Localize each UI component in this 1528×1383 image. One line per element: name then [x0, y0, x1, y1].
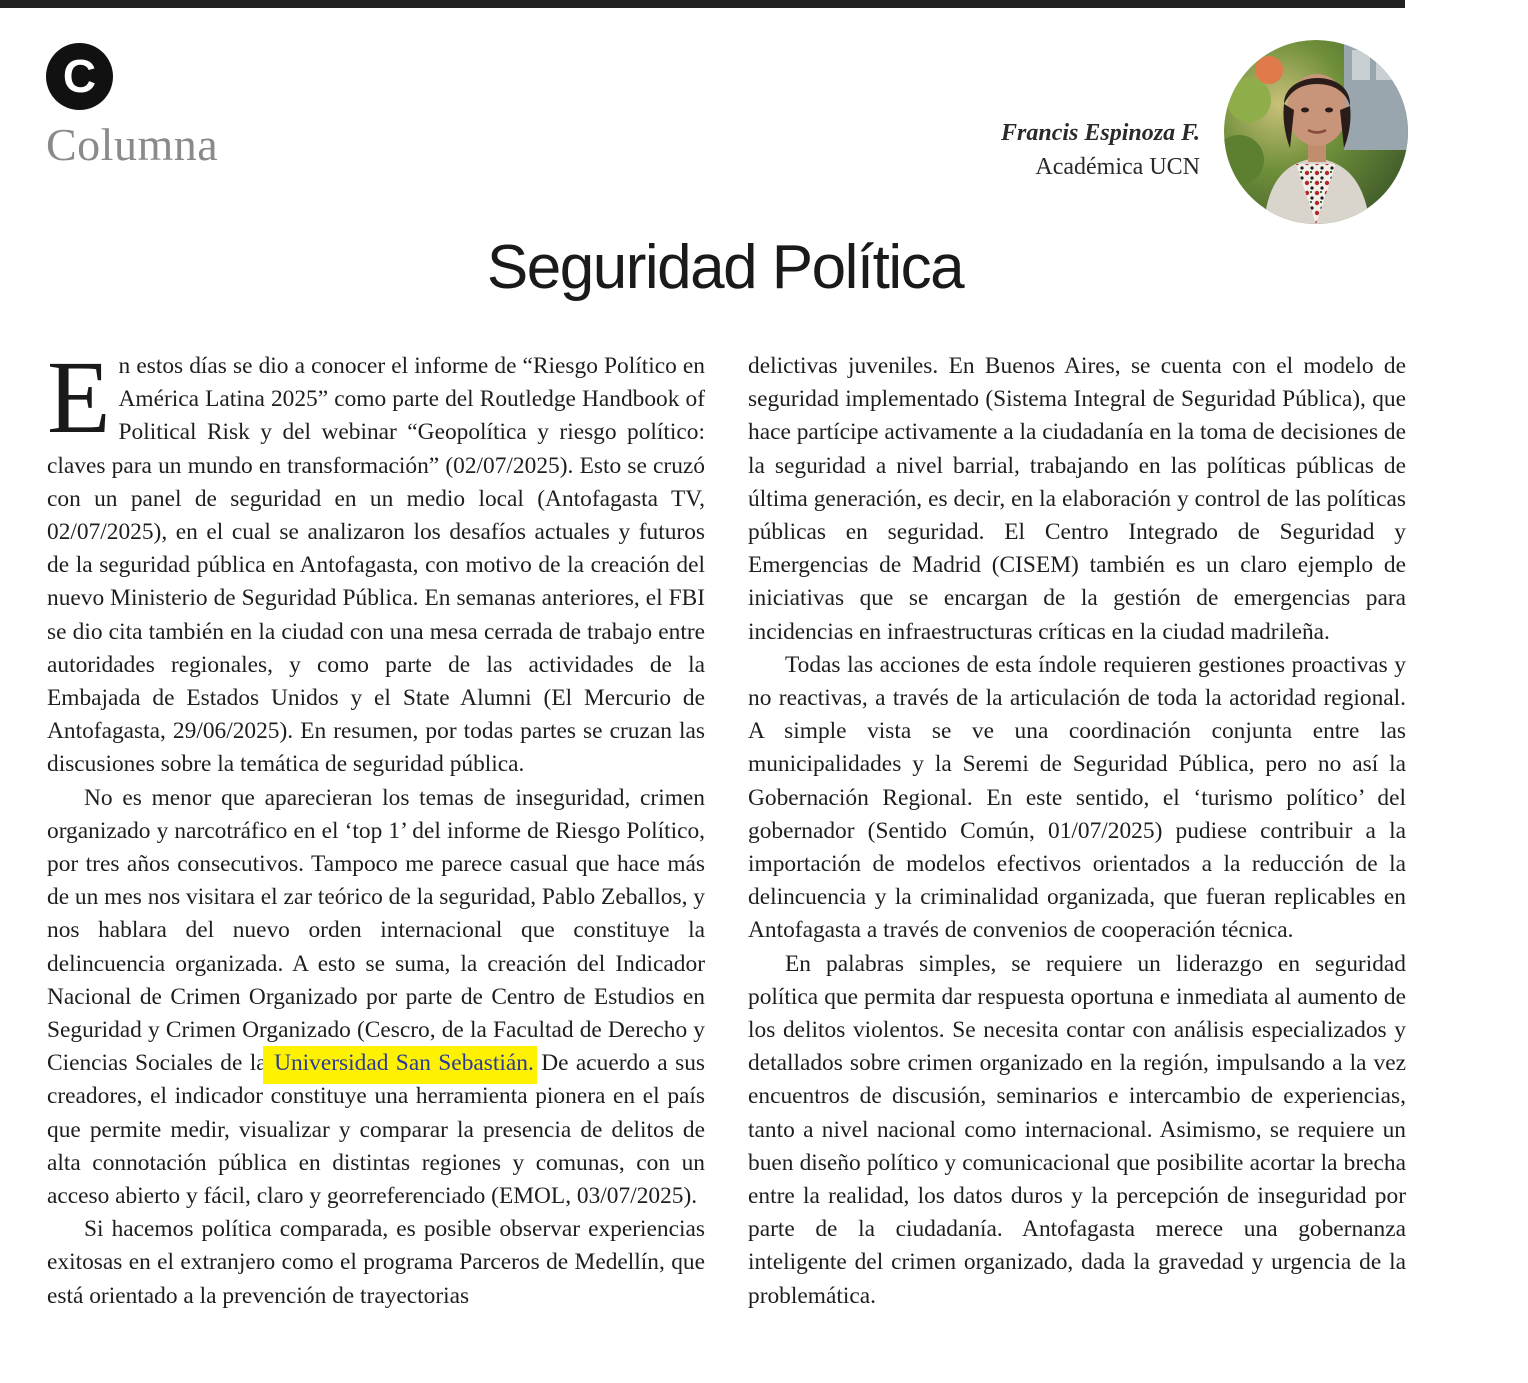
author-byline [1001, 116, 1200, 184]
paragraph-1-text: n estos días se dio a conocer el informe de “Riesgo Político en América Latina 2025” como parte del Routledge Handbook of Political Risk y del webinar “Geopolítica y riesgo político: claves para un mundo en transformación” (02/07/2025). Esto se cruzó con un panel de seguridad en un medio local (Antofagasta TV, 02/07/2025), en el cual se analizaron los desafíos actuales y futuros de la seguridad pública en Antofagasta, con motivo de la creación del nuevo Ministerio de Seguridad Pública. En semanas anteriores, el FBI se dio cita también en la ciudad con una mesa cerrada de trabajo entre autoridades regionales, y como parte de las actividades de la Embajada de Estados Unidos y el State Alumni (El Mercurio de Antofagasta, 29/06/2025). En resumen, por todas partes se cruzan las discusiones sobre la temática de seguridad pública. [47, 353, 705, 778]
paragraph-5-text: En palabras simples, se requiere un liderazgo en seguridad política que permita dar respuesta oportuna e inmediata al aumento de los delitos violentos. Se necesita contar con análisis especializados y detallados sobre crimen organizado en la región, impulsando a la vez encuentros de discusión, seminarios e intercambio de experiencias, tanto a nivel nacional como internacional. Asimismo, se requiere un buen diseño político y comunicacional que posibilite acortar la brecha entre la realidad, los datos duros y la percepción de inseguridad por parte de la ciudadanía. Antofagasta merece una gobernanza inteligente del crimen organizado, dada la gravedad y urgencia de la problemática. [748, 950, 1406, 1309]
author-portrait-icon [1224, 40, 1408, 224]
drop-cap: E [47, 340, 111, 455]
author-name: Francis Espinoza F. [1001, 120, 1200, 146]
article-paragraph-3-continued [748, 350, 1406, 649]
article-column-right [748, 350, 1406, 1313]
article-paragraph-5 [748, 948, 1406, 1313]
paragraph-3-text: Si hacemos política comparada, es posible observar experiencias exitosas en el extranjero como el programa Parceros de Medellín, que está orientado a la prevención de trayectorias [47, 1216, 705, 1309]
article-paragraph-3 [47, 1213, 705, 1313]
top-rule [0, 0, 1405, 8]
highlighted-university-name: Universidad San Sebastián. [274, 1046, 534, 1084]
author-role: Académica UCN [1035, 154, 1200, 180]
section-badge: C [46, 43, 113, 110]
paragraph-4-text: Todas las acciones de esta índole requieren gestiones proactivas y no reactivas, a través de la articulación de toda la actoridad regional. A simple vista se ve una coordinación conjunta entre las municipalidades y la Seremi de Seguridad Pública, pero no así la Gobernación Regional. En este sentido, el ‘turismo político’ del gobernador (Sentido Común, 01/07/2025) pudiese contribuir a la importación de modelos efectivos orientados a la reducción de la delincuencia y la criminalidad organizada, que fueran replicables en Antofagasta a través de convenios de cooperación técnica. [748, 651, 1406, 944]
article-paragraph-2 [47, 782, 705, 1214]
article-paragraph-1 [47, 340, 705, 782]
article-column-left [47, 340, 705, 1313]
paragraph-2-text-after: De acuerdo a sus creadores, el indicador constituye una herramienta pionera en el país que permite medir, visualizar y comparar la presencia de delitos de alta connotación pública en distintas regiones y comunas, con un acceso abierto y fácil, claro y georreferenciado (EMOL, 03/07/2025). [47, 1050, 705, 1210]
paragraph-2-text-before: No es menor que aparecieran los temas de inseguridad, crimen organizado y narcotráfico en el ‘top 1’ del informe de Riesgo Político, por tres años consecutivos. Tampoco me parece casual que hace más de un mes nos visitara el zar teórico de la seguridad, Pablo Zeballos, y nos hablara del nuevo orden internacional que constituye la delincuencia organizada. A esto se suma, la creación del Indicador Nacional de Crimen Organizado por parte de Centro de Estudios en Seguridad y Crimen Organizado (Cescro, de la Facultad de Derecho y Ciencias Sociales de la [47, 784, 705, 1077]
paragraph-3-cont-text: delictivas juveniles. En Buenos Aires, se cuenta con el modelo de seguridad implementado (Sistema Integral de Seguridad Pública), que hace partícipe activamente a la ciudadanía en la toma de decisiones de la seguridad a nivel barrial, trabajando en las políticas públicas de última generación, es decir, en la elaboración y control de las políticas públicas en seguridad. El Centro Integrado de Seguridad y Emergencias de Madrid (CISEM) también es un claro ejemplo de iniciativas que se encargan de la gestión de emergencias para incidencias en infraestructuras críticas en la ciudad madrileña. [748, 353, 1406, 645]
section-label: Columna [46, 119, 219, 170]
article-title: Seguridad Política [486, 233, 964, 302]
article-paragraph-4 [748, 649, 1406, 948]
